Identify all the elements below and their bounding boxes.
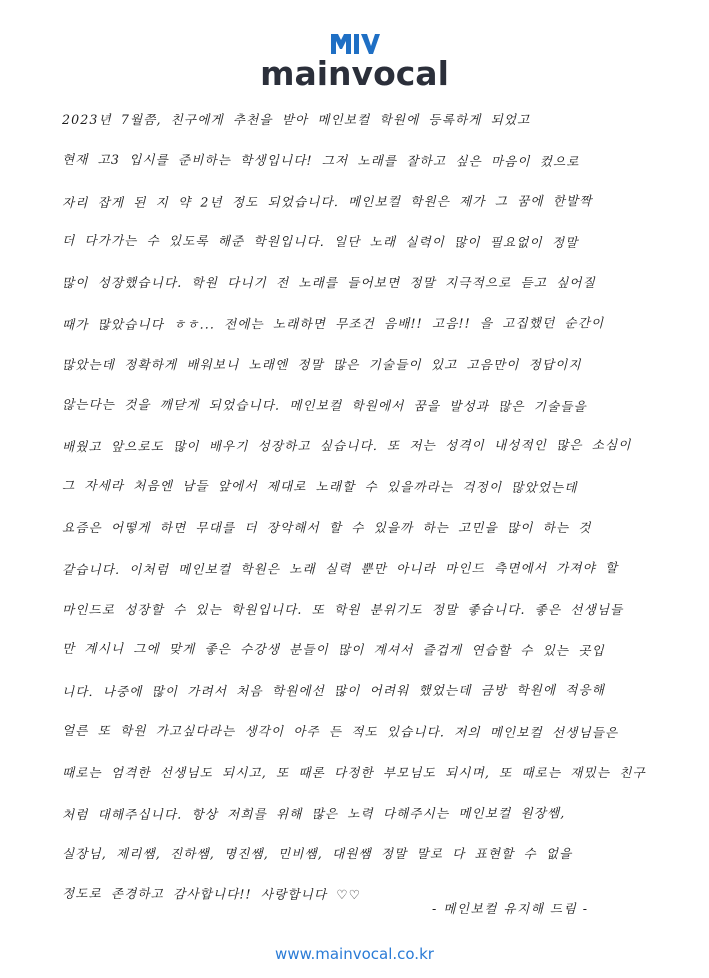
letter-line: 얼른 또 학원 가고싶다라는 생각이 아주 든 적도 있습니다. 저의 메인보컬 선생님들은: [61, 722, 619, 741]
letter-line: 그 자세라 처음엔 남들 앞에서 제대로 노래할 수 있을까라는 걱정이 많았었는데: [61, 477, 578, 496]
letter-line: 2023년 7월쯤, 친구에게 추천을 받아 메인보컬 학원에 등록하게 되었고: [62, 112, 531, 127]
letter-line: 자리 잡게 된 지 약 2년 정도 되었습니다. 메인보컬 학원은 제가 그 꿈에 한발짝: [61, 192, 593, 210]
letter-line: 많이 성장했습니다. 학원 다니기 전 노래를 들어보면 정말 지극적으로 듣고 싶어질: [62, 275, 596, 291]
letter-line: 때가 많았습니다 ㅎㅎ... 전에는 노래하면 무조건 음배!! 고음!! 을 고집했던 순간이: [61, 315, 605, 333]
letter-line: 요즘은 어떻게 하면 무대를 더 장악해서 할 수 있을까 하는 고민을 많이 하는 것: [62, 519, 592, 535]
letter-line: 때로는 엄격한 선생님도 되시고, 또 때론 다정한 부모님도 되시며, 또 때로는 재밌는 친구: [62, 764, 646, 780]
letter-line: 정도로 존경하고 감사합니다!! 사랑합니다 ♡♡: [61, 885, 362, 903]
letter-line: 현재 고3 입시를 준비하는 학생입니다! 그저 노래를 잘하고 싶은 마음이 컸으로: [61, 151, 580, 169]
letter-line: 실장님, 제리쌤, 진하쌤, 명진쌤, 민비쌤, 대원쌤 정말 말로 다 표현할 수 없을: [62, 846, 573, 862]
letter-line: 같습니다. 이처럼 메인보컬 학원은 노래 실력 뿐만 아니라 마인드 측면에서 가져야 할: [61, 559, 619, 577]
letter-line: 만 계시니 그에 맞게 좋은 수강생 분들이 많이 계셔서 즐겁게 연습할 수 있는 곳입: [61, 641, 605, 659]
signature: - 메인보컬 유지해 드림 -: [432, 901, 589, 916]
handwritten-letter: [62, 100, 662, 916]
footer-url[interactable]: www.mainvocal.co.kr: [275, 945, 434, 963]
logo: [0, 30, 709, 92]
letter-line: 않는다는 것을 깨닫게 되었습니다. 메인보컬 학원에서 꿈을 발성과 많은 기술들을: [61, 396, 587, 414]
logo-mark-icon: [329, 30, 381, 56]
letter-line: 마인드로 성장할 수 있는 학원입니다. 또 학원 분위기도 정말 좋습니다. 좋은 선생님들: [62, 601, 624, 617]
letter-line: 니다. 나중에 많이 가려서 처음 학원에선 많이 어려워 했었는데 금방 학원에 적응해: [61, 682, 606, 700]
letter-line: 처럼 대해주십니다. 항상 저희를 위해 많은 노력 다해주시는 메인보컬 원장쌤,: [61, 804, 566, 822]
letter-line: 더 다가가는 수 있도록 해준 학원입니다. 일단 노래 실력이 많이 필요없이 정말: [61, 233, 579, 251]
letter-line: 많았는데 정확하게 배워보니 노래엔 정말 많은 기술들이 있고 고음만이 정답이지: [62, 356, 582, 372]
brand-name: mainvocal: [260, 54, 449, 93]
letter-line: 배웠고 앞으로도 많이 배우기 성장하고 싶습니다. 또 저는 성격이 내성적인 많은 소심이: [61, 437, 632, 455]
